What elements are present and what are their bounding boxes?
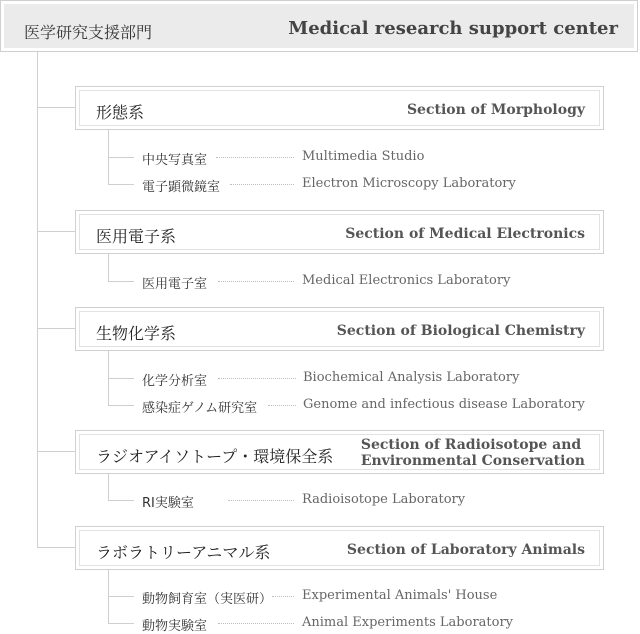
header-bar xyxy=(0,0,638,52)
lab-name-en: Biochemical Analysis Laboratory xyxy=(303,370,520,385)
section-box-laboratory-animals xyxy=(75,526,604,570)
section-box-biological-chemistry xyxy=(75,307,604,351)
tree-trunk-line xyxy=(37,52,38,547)
header-title-en: Medical research support center xyxy=(288,18,618,39)
leader-dots xyxy=(218,281,294,282)
lab-name-en: Multimedia Studio xyxy=(302,149,425,164)
sub-tree-line xyxy=(108,254,109,281)
header-title-ja: 医学研究支援部門 xyxy=(24,23,153,42)
branch-line-morphology xyxy=(37,107,76,108)
branch-line-laboratory-animals xyxy=(37,547,76,548)
section-inner xyxy=(79,434,600,470)
section-name-en: Section of Morphology xyxy=(406,102,585,118)
lab-name-en: Experimental Animals' House xyxy=(302,588,498,603)
leader-dots xyxy=(230,184,294,185)
leader-dots xyxy=(218,378,296,379)
sub-branch-line xyxy=(108,500,134,501)
lab-name-ja: 電子顕微鏡室 xyxy=(142,176,220,195)
section-box-morphology xyxy=(75,86,604,130)
lab-name-ja: 中央写真室 xyxy=(142,149,207,168)
section-name-en-line2: Environmental Conservation xyxy=(360,453,585,469)
leader-dots xyxy=(228,500,294,501)
sub-branch-line xyxy=(108,157,134,158)
leader-dots xyxy=(218,623,294,624)
branch-line-radioisotope xyxy=(37,451,76,452)
section-inner xyxy=(79,214,600,250)
section-name-en-multiline xyxy=(361,437,585,469)
section-box-medical-electronics xyxy=(75,210,604,254)
sub-branch-line xyxy=(108,596,134,597)
lab-name-en: Electron Microscopy Laboratory xyxy=(302,176,516,191)
lab-name-ja: 医用電子室 xyxy=(142,273,207,292)
sub-branch-line xyxy=(108,184,134,185)
lab-name-en: Genome and infectious disease Laboratory xyxy=(303,397,585,412)
branch-line-biological-chemistry xyxy=(37,328,76,329)
sub-branch-line xyxy=(108,378,134,379)
section-box-radioisotope xyxy=(75,430,604,474)
sub-branch-line xyxy=(108,281,134,282)
lab-name-ja: RI実験室 xyxy=(142,492,194,511)
lab-name-en: Medical Electronics Laboratory xyxy=(302,273,511,288)
section-name-en: Section of Biological Chemistry xyxy=(336,323,585,339)
section-name-ja: 生物化学系 xyxy=(96,324,177,343)
section-name-ja: ラボラトリーアニマル系 xyxy=(96,543,271,562)
lab-name-ja: 動物飼育室（実医研） xyxy=(142,588,272,607)
branch-line-medical-electronics xyxy=(37,231,76,232)
section-inner xyxy=(79,311,600,347)
sub-branch-line xyxy=(108,405,134,406)
leader-dots xyxy=(216,157,294,158)
lab-name-ja: 化学分析室 xyxy=(142,370,207,389)
section-name-en: Section of Medical Electronics xyxy=(345,226,585,242)
sub-tree-line xyxy=(108,474,109,500)
header-inner xyxy=(4,4,634,48)
leader-dots xyxy=(268,405,296,406)
lab-name-ja: 感染症ゲノム研究室 xyxy=(142,397,257,416)
sub-branch-line xyxy=(108,623,134,624)
section-inner xyxy=(79,90,600,126)
section-name-ja: 医用電子系 xyxy=(96,227,177,246)
lab-name-ja: 動物実験室 xyxy=(142,615,207,634)
section-name-en-line1: Section of Radioisotope and xyxy=(360,437,582,453)
lab-name-en: Radioisotope Laboratory xyxy=(302,492,466,507)
section-name-en: Section of Laboratory Animals xyxy=(346,542,585,558)
lab-name-en: Animal Experiments Laboratory xyxy=(302,615,514,630)
section-name-ja: 形態系 xyxy=(96,103,145,122)
leader-dots xyxy=(272,596,294,597)
section-inner xyxy=(79,530,600,566)
section-name-ja: ラジオアイソトープ・環境保全系 xyxy=(96,447,334,466)
